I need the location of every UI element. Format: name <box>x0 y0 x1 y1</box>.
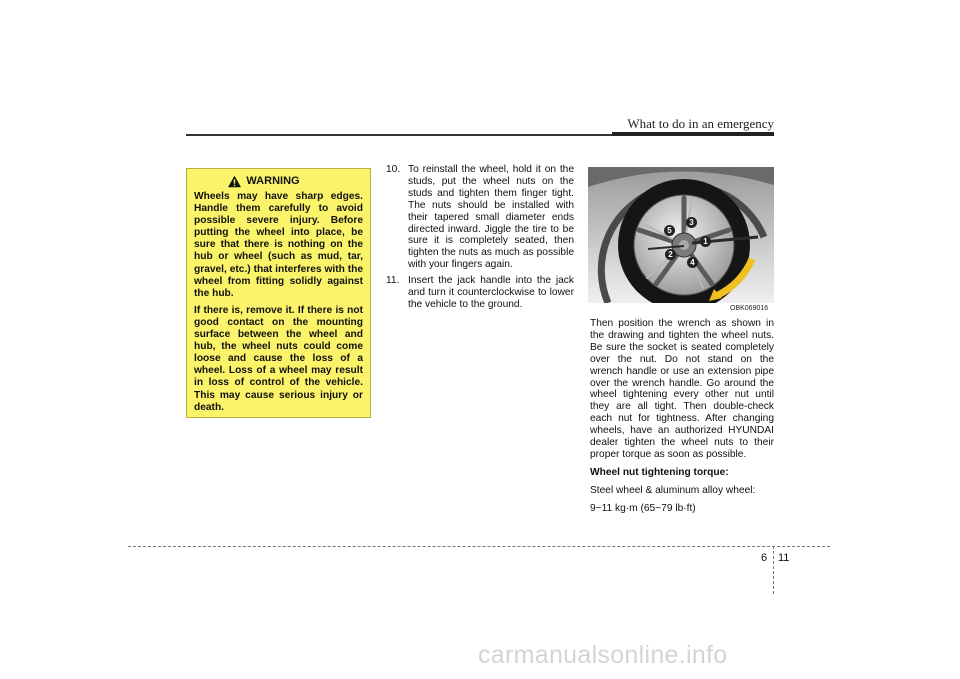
wheel-illustration-svg <box>588 167 774 303</box>
warning-triangle-icon <box>227 175 242 188</box>
footer-dashed-rule <box>128 546 830 547</box>
step-item <box>386 164 574 271</box>
steps-column <box>386 164 574 315</box>
warning-header <box>164 175 363 188</box>
wrench-instructions: Then position the wrench as shown in the drawing and tighten the wheel nuts. Be sure the socket is seated completely over the nut. Do not stand on the wrench handle or use an extension pipe over the wrench handle. Go around the wheel tightening every other nut until they are all tight. Then double-check each nut for tightness. After changing wheels, have an authorized HYUNDAI dealer tighten the wheel nuts to their proper torque as soon as possible. <box>590 318 774 460</box>
nut-label-4: 4 <box>687 257 698 268</box>
page-number-divider <box>773 546 774 594</box>
torque-value: 9~11 kg·m (65~79 lb·ft) <box>590 502 696 514</box>
warning-paragraph-2: If there is, remove it. If there is not good contact on the mounting surface between the wheel and hub, the wheel nuts could come loose and cause the loss of a wheel. Loss of a wheel may result in loss of control of the vehicle. This may cause serious injury or death. <box>194 304 363 413</box>
step-text: To reinstall the wheel, hold it on the studs, put the wheel nuts on the studs and tighten them finger tight. The nuts should be installed with their tapered small diameter ends directed inward. Jiggle the tire to be sure it is completely seated, then tighten the nuts as much as possible with your fingers again. <box>408 164 574 271</box>
figure-code: OBK069016 <box>730 305 769 312</box>
header-accent-bar <box>612 132 774 136</box>
warning-box <box>186 168 371 418</box>
step-item <box>386 275 574 311</box>
nut-label-2: 2 <box>665 249 676 260</box>
warning-paragraph-1: Wheels may have sharp edges. Handle them carefully to avoid possible severe injury. Before putting the wheel into place, be sure that there is nothing on the hub or wheel (such as mud, tar, gravel, etc.) that interferes with the wheel from fitting solidly against the hub. <box>194 191 363 299</box>
nut-label-1: 1 <box>700 236 711 247</box>
watermark-text: carmanualsonline.info <box>478 641 728 669</box>
right-column <box>590 318 774 521</box>
nut-label-3: 3 <box>686 217 697 228</box>
nut-label-5: 5 <box>664 225 675 236</box>
wheel-wrench-illustration <box>588 167 774 303</box>
torque-wheel-type: Steel wheel & aluminum alloy wheel: <box>590 484 756 496</box>
chapter-number: 6 <box>761 552 768 564</box>
page-number: 11 <box>778 552 790 564</box>
step-number: 11. <box>386 275 400 287</box>
warning-title: WARNING <box>246 175 300 188</box>
section-title: What to do in an emergency <box>627 116 774 131</box>
step-number: 10. <box>386 164 401 175</box>
torque-heading: Wheel nut tightening torque: <box>590 466 729 478</box>
step-text: Insert the jack handle into the jack and turn it counterclockwise to lower the vehicle to the ground. <box>408 275 574 310</box>
